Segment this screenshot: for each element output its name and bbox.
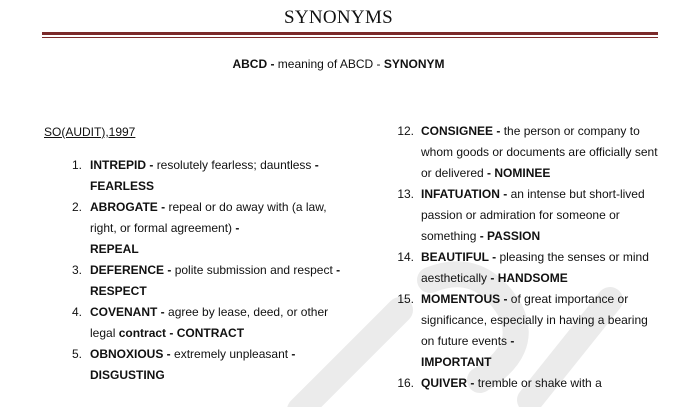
item-separator: - xyxy=(166,326,177,340)
list-item xyxy=(60,197,342,260)
item-definition: resolutely fearless; dauntless xyxy=(156,158,312,172)
list-item xyxy=(388,184,658,247)
item-synonym: DISGUSTING xyxy=(90,368,165,382)
item-synonym: FEARLESS xyxy=(90,179,155,193)
item-separator: - xyxy=(332,263,341,277)
exam-label: SO(AUDIT),1997 xyxy=(44,125,136,139)
item-synonym: RESPECT xyxy=(90,284,147,298)
item-separator: - xyxy=(483,166,495,180)
item-number: 15. xyxy=(397,292,414,306)
item-word: BEAUTIFUL xyxy=(421,250,489,264)
item-synonym: CONTRACT xyxy=(176,326,245,340)
item-synonym: REPEAL xyxy=(90,242,139,256)
item-separator: - xyxy=(500,292,511,306)
item-word: DEFERENCE xyxy=(90,263,165,277)
item-separator: - xyxy=(476,229,488,243)
item-word: ABROGATE xyxy=(90,200,158,214)
left-column xyxy=(60,155,342,386)
item-separator: - xyxy=(507,334,515,348)
item-number: 5. xyxy=(71,347,82,361)
item-separator: - xyxy=(488,250,500,264)
item-word: OBNOXIOUS xyxy=(90,347,164,361)
item-separator: - xyxy=(467,376,478,390)
item-synonym: IMPORTANT xyxy=(421,355,492,369)
item-definition: the person or company to whom goods or documents are officially sent or delivered xyxy=(421,124,658,180)
item-separator: - xyxy=(232,221,240,235)
item-word: QUIVER xyxy=(421,376,468,390)
legend-line xyxy=(0,57,677,71)
item-number: 13. xyxy=(397,187,414,201)
item-number: 16. xyxy=(397,376,414,390)
item-synonym: HANDSOME xyxy=(497,271,568,285)
page-title: SYNONYMS xyxy=(283,7,394,28)
right-column xyxy=(388,121,658,394)
item-definition: an intense but short-lived passion or admiration for someone or something xyxy=(421,187,645,243)
item-definition: extremely unpleasant xyxy=(174,347,289,361)
item-word: INFATUATION xyxy=(421,187,500,201)
item-separator: - xyxy=(146,158,157,172)
item-definition-bold: contract xyxy=(118,326,167,340)
item-number: 2. xyxy=(71,200,82,214)
list-item xyxy=(388,289,658,373)
list-item xyxy=(388,121,658,184)
legend-meaning: meaning of ABCD - xyxy=(274,57,384,71)
item-separator: - xyxy=(493,124,504,138)
item-word: MOMENTOUS xyxy=(421,292,501,306)
title-rule-thin xyxy=(42,37,658,38)
item-separator: - xyxy=(164,263,175,277)
item-synonym: NOMINEE xyxy=(494,166,551,180)
item-number: 4. xyxy=(71,305,82,319)
list-item xyxy=(60,260,342,302)
item-number: 1. xyxy=(71,158,82,172)
item-synonym: PASSION xyxy=(487,229,541,243)
item-separator: - xyxy=(288,347,296,361)
legend-key: ABCD - xyxy=(232,57,275,71)
item-separator: - xyxy=(157,305,169,319)
list-item xyxy=(60,155,342,197)
list-item xyxy=(388,247,658,289)
item-definition: of great importance or significance, especially in having a bearing on future events xyxy=(421,292,648,348)
item-word: CONSIGNEE xyxy=(421,124,494,138)
legend-value: SYNONYM xyxy=(383,57,445,71)
item-definition: polite submission and respect xyxy=(174,263,333,277)
item-definition: agree by lease, deed, or other legal xyxy=(90,305,329,340)
item-separator: - xyxy=(311,158,319,172)
item-number: 14. xyxy=(397,250,414,264)
item-definition: repeal or do away with (a law, right, or formal agreement) xyxy=(90,200,327,235)
title-rule-thick xyxy=(42,32,658,35)
item-separator: - xyxy=(157,200,169,214)
item-definition: tremble or shake with a xyxy=(477,376,602,390)
item-separator: - xyxy=(499,187,511,201)
list-item xyxy=(388,373,658,394)
item-number: 12. xyxy=(397,124,414,138)
list-item xyxy=(60,344,342,386)
list-item xyxy=(60,302,342,344)
item-number: 3. xyxy=(71,263,82,277)
item-separator: - xyxy=(163,347,175,361)
item-separator: - xyxy=(487,271,498,285)
item-word: INTREPID xyxy=(90,158,147,172)
item-definition: pleasing the senses or mind aesthetically xyxy=(421,250,649,285)
item-word: COVENANT xyxy=(90,305,158,319)
